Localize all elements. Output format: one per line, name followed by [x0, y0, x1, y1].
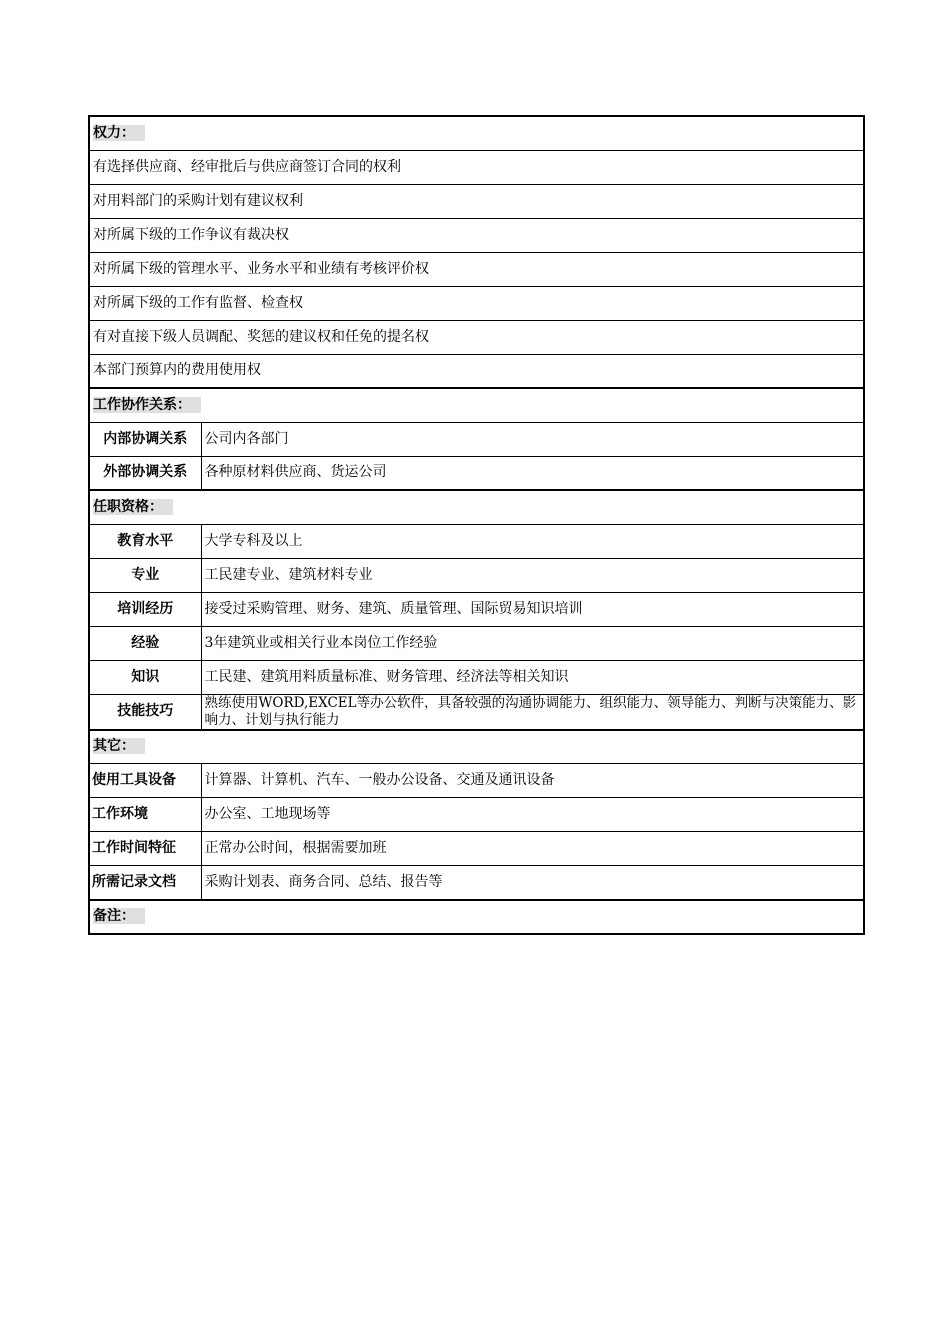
other-label: 所需记录文档: [89, 866, 201, 900]
qualification-row: [89, 524, 864, 558]
qualification-label: 经验: [89, 626, 201, 660]
other-label: 工作环境: [89, 798, 201, 832]
other-value: 采购计划表、商务合同、总结、报告等: [201, 866, 864, 900]
remarks-header-row: [89, 900, 864, 934]
authority-item: 本部门预算内的费用使用权: [89, 354, 864, 388]
other-row: [89, 764, 864, 798]
authority-item: 对所属下级的工作争议有裁决权: [89, 218, 864, 252]
authority-header: 权力：: [89, 116, 864, 150]
cooperation-header-row: [89, 388, 864, 422]
authority-item: 对用料部门的采购计划有建议权利: [89, 184, 864, 218]
other-label: 工作时间特征: [89, 832, 201, 866]
authority-item: 对所属下级的工作有监督、检查权: [89, 286, 864, 320]
other-value: 办公室、工地现场等: [201, 798, 864, 832]
authority-header-row: [89, 116, 864, 150]
qualification-label: 知识: [89, 660, 201, 694]
cooperation-value: 各种原材料供应商、货运公司: [201, 456, 864, 490]
other-row: [89, 866, 864, 900]
authority-item-row: [89, 218, 864, 252]
authority-item: 有选择供应商、经审批后与供应商签订合同的权利: [89, 150, 864, 184]
cooperation-row: [89, 422, 864, 456]
authority-item-row: [89, 320, 864, 354]
authority-item-row: [89, 354, 864, 388]
qualification-label: 专业: [89, 558, 201, 592]
qualification-row: [89, 626, 864, 660]
qualification-value: 熟练使用WORD,EXCEL等办公软件，具备较强的沟通协调能力、组织能力、领导能力、判断与决策能力、影响力、计划与执行能力: [201, 694, 864, 730]
qualification-value: 3年建筑业或相关行业本岗位工作经验: [201, 626, 864, 660]
job-description-table: [88, 115, 865, 935]
qualification-label: 技能技巧: [89, 694, 201, 730]
qualification-value: 接受过采购管理、财务、建筑、质量管理、国际贸易知识培训: [201, 592, 864, 626]
authority-item: 有对直接下级人员调配、奖惩的建议权和任免的提名权: [89, 320, 864, 354]
other-row: [89, 798, 864, 832]
qualification-row: [89, 694, 864, 730]
other-row: [89, 832, 864, 866]
qualification-header-row: [89, 490, 864, 524]
authority-item-row: [89, 252, 864, 286]
qualification-label: 培训经历: [89, 592, 201, 626]
qualification-value: 工民建、建筑用料质量标准、财务管理、经济法等相关知识: [201, 660, 864, 694]
remarks-header: 备注：: [89, 900, 864, 934]
qualification-header: 任职资格：: [89, 490, 864, 524]
authority-item-row: [89, 184, 864, 218]
other-value: 正常办公时间，根据需要加班: [201, 832, 864, 866]
qualification-row: [89, 660, 864, 694]
cooperation-value: 公司内各部门: [201, 422, 864, 456]
cooperation-row: [89, 456, 864, 490]
cooperation-label: 外部协调关系: [89, 456, 201, 490]
other-header-row: [89, 730, 864, 764]
qualification-row: [89, 558, 864, 592]
cooperation-label: 内部协调关系: [89, 422, 201, 456]
authority-item-row: [89, 150, 864, 184]
other-header: 其它：: [89, 730, 864, 764]
authority-item: 对所属下级的管理水平、业务水平和业绩有考核评价权: [89, 252, 864, 286]
qualification-value: 大学专科及以上: [201, 524, 864, 558]
qualification-row: [89, 592, 864, 626]
authority-item-row: [89, 286, 864, 320]
other-label: 使用工具设备: [89, 764, 201, 798]
qualification-value: 工民建专业、建筑材料专业: [201, 558, 864, 592]
cooperation-header: 工作协作关系：: [89, 388, 864, 422]
other-value: 计算器、计算机、汽车、一般办公设备、交通及通讯设备: [201, 764, 864, 798]
qualification-label: 教育水平: [89, 524, 201, 558]
